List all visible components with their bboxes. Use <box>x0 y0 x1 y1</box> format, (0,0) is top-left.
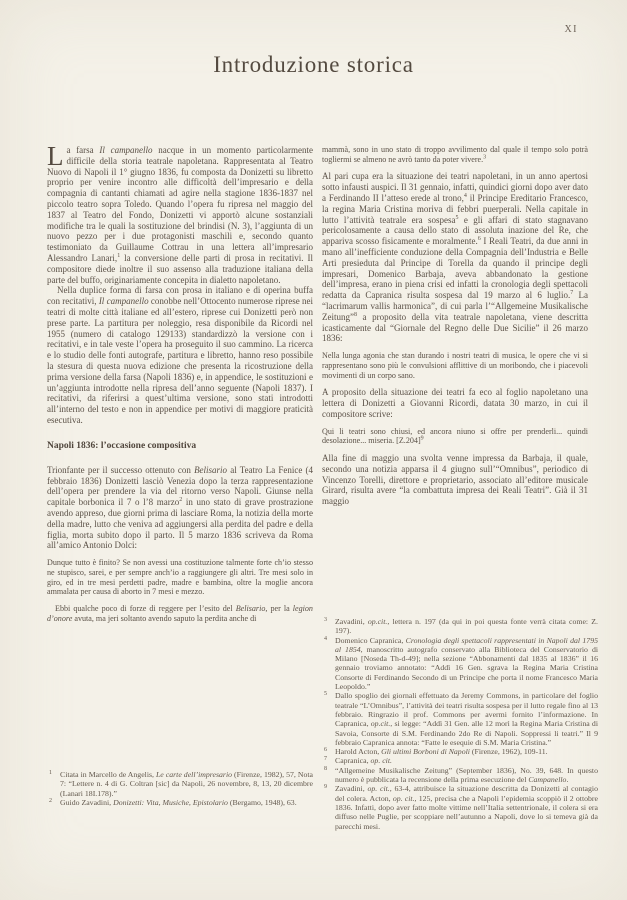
text-run: e gli affari di stato stagnavano pericolosamente a causa dello stato di assoluta inazione del Re, che appariva scosso fisicamente e moralmente. <box>322 214 588 247</box>
footnote-ref: 6 <box>477 236 481 243</box>
footnote <box>322 617 598 636</box>
italic-run: op. cit. <box>367 784 390 794</box>
footnote-ref: 8 <box>354 311 357 318</box>
footnote-ref: 3 <box>483 154 487 161</box>
footnote-ref: 9 <box>420 435 424 442</box>
paragraph <box>47 465 313 551</box>
footnote-ref: 2 <box>179 497 183 504</box>
footnote <box>322 747 598 756</box>
column-right <box>322 145 588 507</box>
italic-run: Donizetti: Vita, Musiche, Epistolario <box>113 797 228 807</box>
text-run: (Bergamo, 1948), 63. <box>227 797 297 807</box>
footnote <box>322 784 598 830</box>
footnote <box>322 691 598 747</box>
text-run: la conversione delle parti di prosa in recitativi. Il compositore diede inoltre il suo assenso alla traduzione italiana della parte del buffo, originariamente concepita in dialetto napoletano. <box>47 252 313 285</box>
text-run: avuta, ma jeri soltanto avendo saputo la perdita anche di <box>72 613 257 623</box>
text-run: Capranica, <box>335 756 371 766</box>
paragraph <box>47 141 313 285</box>
footnote-ref: 5 <box>455 214 459 221</box>
text-run: mammà, sono in uno stato di troppo avvilimento dal quale il tempo solo potrà togliermi se almeno ne avrò tanto da poter vivere. <box>322 145 588 164</box>
text-run: Harold Acton, <box>335 747 382 757</box>
text-run: , lettera n. 197 (da qui in poi questa fonte verrà citata come: Z. 197). <box>335 617 598 636</box>
footnote-ref: 7 <box>570 290 574 297</box>
dropcap-letter: L <box>47 141 64 171</box>
block-quote <box>322 351 588 380</box>
footnote-number: 8 <box>324 765 327 772</box>
text-run: , 63-4, attribuisce la situazione descritta da Donizetti al contagio del colera. Acton, <box>335 784 598 803</box>
footnotes-right <box>322 617 598 831</box>
italic-run: Belisario <box>194 464 228 475</box>
text-run: A proposito della situazione dei teatri fa eco al foglio napoletano una lettera di Donizetti a Giovanni Ricordi, datata 30 marzo, in cui il compositore scrive: <box>322 387 588 419</box>
text-run: Zavadini, <box>335 784 368 794</box>
page-title: Introduzione storica <box>213 52 414 77</box>
text-run: Napoli 1836: l’occasione compositiva <box>47 440 197 451</box>
text-run: Nella lunga agonia che stan durando i nostri teatri di musica, le opere che vi si rappresentano sono più le convulsioni afflittive di un moribondo, che i piacevoli movimenti di un corpo sano. <box>322 351 588 380</box>
text-run: conobbe nell’Ottocento numerose riprese nei teatri di molte città italiane ed all’estero, riprese cui Donizetti però non prese parte. La partitura per noleggio, resa disponibile da Ricordi nel 1955 (numero di catalogo 129133) standardizzò la versione con i recitativi, e in tale veste l’opera ha proseguito il suo cammino. La ricerca e lo studio delle fonti autografe, partitura e libretto, hanno reso possibile la stesura di questa nuova edizione che presenta la ricostruzione della prima versione della farsa (Napoli 1836) e, in appendice, le sostituzioni e un’aggiunta introdotte nella ripresa dell’anno seguente (Napoli 1837). I recitativi, da riferirsi a quest’ultima versione, sono stati introdotti all’interno del testo e non in appendice per motivi di maggiore praticità esecutiva. <box>47 296 313 425</box>
footnote-number: 5 <box>324 691 327 698</box>
text-run: . <box>566 775 569 785</box>
italic-run: Belisario <box>235 603 266 613</box>
text-run: Al pari cupa era la situazione dei teatri napoletani, in un anno apertosi sotto infausti auspici. Il 31 gennaio, infatti, quindici giorni dopo aver dato a Ferdinando II l’atteso erede al trono, <box>322 171 588 203</box>
italic-run: op. cit. <box>392 793 415 803</box>
footnote-ref: 4 <box>463 193 467 199</box>
text-run: , si legge: “Addì 31 Gen. alle 12 morì la Regina Maria Cristina di Savoia, Consorte di S.M. Ferdinando 2do Re di Napoli. Soppressi li teatri.” Il 9 febbraio Capranica annota: “Fatte le esequie di S.M. Maria Cristina.” <box>335 719 598 747</box>
footnote <box>47 798 313 807</box>
text-run: al Teatro La Fenice (4 febbraio 1836) Donizetti lasciò Venezia dopo la terza rappresentazione dell’opera per prendere la via del ritorno verso Napoli. Giunse nella capitale borbonica il 7 o l’8 marzo <box>47 464 313 508</box>
text-run: Domenico Capranica, <box>335 635 406 645</box>
italic-run: Le carte dell’impresario <box>155 770 233 779</box>
text-run: (Firenze, 1982), 57, Nota 7: “Lettere n. 4 di G. Coltran [sic] da Napoli, 26 novembre, 8, 13, 20 dicembre (Lanari 18I.178).” <box>60 770 313 798</box>
footnote-number: 6 <box>324 747 327 754</box>
block-quote <box>322 427 588 446</box>
text-run: nacque in un momento particolarmente difficile della storia teatrale napoletana. Rappresentata al Teatro Nuovo di Napoli il 1° giugno 1836, fu composta da Donizetti su libretto proprio per venire incontro alle difficoltà dell’impresario e della compagnia di cantanti chiamati ad agire nella stagione 1836-1837 nel piccolo teatro sopra Toledo. Quando l’opera fu ripresa nel maggio del 1837 al Teatro del Fondo, Donizetti vi apportò alcune sostanziali modifiche tra le quali la sostituzione del brindisi (N. 3), l’aggiunta di un nuovo pezzo per i due protagonisti maschili e, secondo quanto testimoniato da Guillaume Cottrau in una lettera all’impresario Alessandro Lanari, <box>47 145 313 263</box>
text-run: Alla fine di maggio una svolta venne impressa da Barbaja, il quale, secondo una notizia apparsa il 4 giugno sull’“Omnibus”, periodico di Vincenzo Torelli, direttore e proprietario, associato all’editore musicale Girard, risulta avere “la combattuta impresa dei Reali Teatri”. Già il 31 maggio <box>322 453 588 507</box>
text-run: Dunque tutto è finito? Se non avessi una costituzione talmente forte ch’io stesso ne stupisco, sarei, e per sempre anch’io a raggiungere gli altri. Tre mesi solo in giro, ed in tre mesi perdetti padre, madre e bambina, oltre la moglie ancora ammalata per causa di aborto in 7 mesi e mezzo. <box>47 558 313 597</box>
text-run: , manoscritto autografo conservato alla Biblioteca del Conservatorio di Milano [Noseda Th-d-49]; nella sezione “Abbonamenti dal 1835 al 1836” il 16 gennaio troviamo annotato: “Addì 16 Gen. sgrava la Regina Maria Cristina Consorte di Ferdinando Secondo di un Principe che porta il nome Francesco Maria Leopoldo.” <box>335 644 599 692</box>
footnote <box>47 770 313 798</box>
block-quote <box>322 145 588 164</box>
text-run: (Firenze, 1962), 109-11. <box>469 747 548 757</box>
text-run: Zavadini, <box>335 617 368 626</box>
text-run: Qui li teatri sono chiusi, ed ancora niuno si offre per prenderli... quindi desolazione... miseria. [Z.204] <box>322 426 588 446</box>
page-number: XI <box>564 24 578 35</box>
column-left <box>47 141 314 630</box>
italic-run: Campanello <box>528 775 567 785</box>
paragraph <box>47 285 313 425</box>
footnote <box>322 766 598 785</box>
footnotes-left <box>47 770 313 807</box>
footnote <box>322 636 598 692</box>
text-run: Nella duplice forma di farsa con prosa in italiano e di operina buffa con recitativi, <box>47 285 313 307</box>
footnote-ref: 1 <box>117 252 121 259</box>
text-run: Dallo spoglio dei giornali effettuato da Jeremy Commons, in particolare del foglio teatrale “L’Omnibus”, l’attività dei teatri risulta sospesa per il lutto regale fino al 13 febbraio. Ringrazio il prof. Commons per avermi fornito l’informazione. In Capranica, <box>335 691 598 729</box>
block-quote <box>47 558 313 597</box>
text-run: Trionfante per il successo ottenuto con <box>47 464 195 475</box>
paragraph <box>322 387 588 419</box>
footnote-number: 2 <box>49 797 52 804</box>
italic-run: op.cit. <box>370 719 391 729</box>
italic-run: op. cit. <box>370 756 392 766</box>
footnote-number: 7 <box>324 756 327 763</box>
footnote-number: 4 <box>324 635 327 642</box>
italic-run: Il campanello <box>99 145 153 155</box>
text-run: il Principe Ereditario Francesco, la regina Maria Cristina moriva di febbri puerperali. Nella capitale in lutto l’attività teatrale era sospesa <box>322 193 588 225</box>
section-heading <box>47 441 313 452</box>
text-run: in uno stato di grave prostrazione avendo appreso, due giorni prima di lasciare Roma, la notizia della morte della madre, lutto che veniva ad aggiungersi alla perdita del padre e della figlia, morta subito dopo il parto. Il 5 marzo 1836 scriveva da Roma all’amico Antonio Dolci: <box>47 497 314 551</box>
text-run: a proposito della vita teatrale napoletana, viene descritta icasticamente dal “Giornale del Regno delle Due Sicilie” il 26 marzo 1836: <box>322 311 588 344</box>
italic-run: legion d’onore <box>47 603 313 623</box>
text-run: , per la <box>265 603 293 613</box>
text-run: Citata in Marcello de Angelis, <box>60 770 156 779</box>
italic-run: Cronologia degli spettacoli rappresentati in Napoli dal 1795 al 1854 <box>335 635 598 654</box>
text-run: I Reali Teatri, da due anni in mano all’inefficiente conduzione della Compagnia dell’Industria e Belle Arti presieduta dal Principe di Torella da quando il principe degli impresari, Domenico Barbaja, aveva abbandonato la gestione dell’impresa, erano in piena crisi ed infatti la cronologia degli spettacoli redatta da Capranica risulta sospesa dal 19 marzo al 6 luglio. <box>322 236 588 301</box>
block-quote <box>47 604 313 623</box>
text-run: La “lacrimarum vallis harmonica”, di cui parla l’“Allgemeine Musikalische Zeitung” <box>322 290 588 322</box>
footnote-number: 1 <box>49 770 52 776</box>
text-run: a farsa <box>66 145 100 155</box>
italic-run: Il campanello <box>98 296 149 307</box>
text-run: Guido Zavadini, <box>60 797 114 807</box>
text-run: , 125, precisa che a Napoli l’epidemia scoppiò il 2 ottobre 1836. Infatti, dopo aver fatto molte vittime nell’Italia settentrionale, il colera si era diffuso nelle Puglie, per scoppiare nell’autunno a Napoli, dove lo si temeva già da parecchi mesi. <box>335 793 598 831</box>
footnote-number: 3 <box>324 617 327 623</box>
paragraph <box>322 171 588 344</box>
italic-run: Gli ultimi Borboni di Napoli <box>381 747 470 757</box>
text-run: Ebbi qualche poco di forze di reggere per l’esito del <box>55 603 236 613</box>
italic-run: op.cit. <box>367 617 388 626</box>
footnote <box>322 756 598 765</box>
footnote-number: 9 <box>324 784 327 791</box>
text-run: “Allgemeine Musikalische Zeitung” (September 1836), No. 39, 648. In questo numero è pubblicata la recensione della prima esecuzione del <box>335 765 598 785</box>
paragraph <box>322 453 588 507</box>
